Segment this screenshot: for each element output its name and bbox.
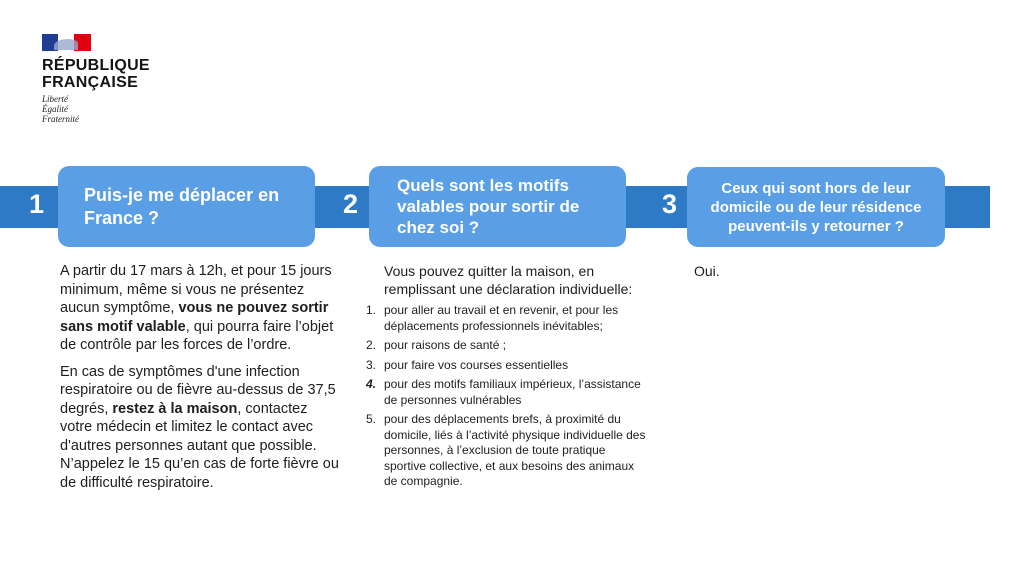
section-3-title-card xyxy=(687,167,945,247)
motto-liberte: Liberté xyxy=(42,94,68,104)
logo-name-line1: RÉPUBLIQUE xyxy=(42,57,150,74)
marianne-flag-icon xyxy=(42,34,91,51)
section-1-number: 1 xyxy=(29,189,45,219)
logo-motto xyxy=(42,94,150,124)
list-item: 3. pour faire vos courses essentielles xyxy=(366,357,569,372)
section-3-answer: Oui. xyxy=(694,263,720,279)
emphasis-text: restez à la maison xyxy=(112,400,238,417)
section-2-intro: Vous pouvez quitter la maison, en remplissant une déclaration individuelle: xyxy=(384,263,633,297)
motto-fraternite: Fraternité xyxy=(42,114,79,124)
section-2-body xyxy=(366,262,646,494)
section-1-body xyxy=(60,262,340,500)
logo-name xyxy=(42,57,150,91)
motifs-list xyxy=(366,303,646,490)
section-3-number: 3 xyxy=(662,189,678,219)
list-item: 5. pour des déplacements brefs, à proximité du domicile, liés à l’activité physique individuelle des personnes, à l’exclusion de toute pratique sportive collective, et aux besoins des animaux de compagnie. xyxy=(366,412,646,488)
section-1-title-card xyxy=(58,166,315,247)
section-2-title-card xyxy=(369,166,626,247)
list-item: 2. pour raisons de santé ; xyxy=(366,338,507,352)
section-3-title: Ceux qui sont hors de leur domicile ou de leur résidence peuvent-ils y retourner ? xyxy=(710,179,922,235)
list-item: 4. pour des motifs familiaux impérieux, l’assistance de personnes vulnérables xyxy=(366,377,641,407)
section-1-paragraph: A partir du 17 mars à 12h, et pour 15 jours minimum, même si vous ne présentez aucun symptôme, vous ne pouvez sortir sans motif valable, qui pourra faire l’objet de contrôle par les forces de l’ordre. xyxy=(60,263,334,353)
emphasis-text: vous ne pouvez sortir sans motif valable xyxy=(60,300,329,335)
republique-francaise-logo xyxy=(42,34,150,124)
section-2-number: 2 xyxy=(343,189,359,219)
list-item: 1. pour aller au travail et en revenir, et pour les déplacements professionnels inévitables; xyxy=(366,303,619,333)
logo-name-line2: FRANÇAISE xyxy=(42,74,139,91)
section-1-title: Puis-je me déplacer en France ? xyxy=(84,184,280,228)
motto-egalite: Égalité xyxy=(42,104,68,114)
section-2-title: Quels sont les motifs valables pour sortir de chez soi ? xyxy=(397,176,580,237)
section-1-paragraph: En cas de symptômes d'une infection respiratoire ou de fièvre au-dessus de 37,5 degrés, restez à la maison, contactez votre médecin et limitez le contact avec d'autres personnes autant que possible. N’appelez le 15 qu’en cas de forte fièvre ou de difficulté respiratoire. xyxy=(60,363,339,491)
